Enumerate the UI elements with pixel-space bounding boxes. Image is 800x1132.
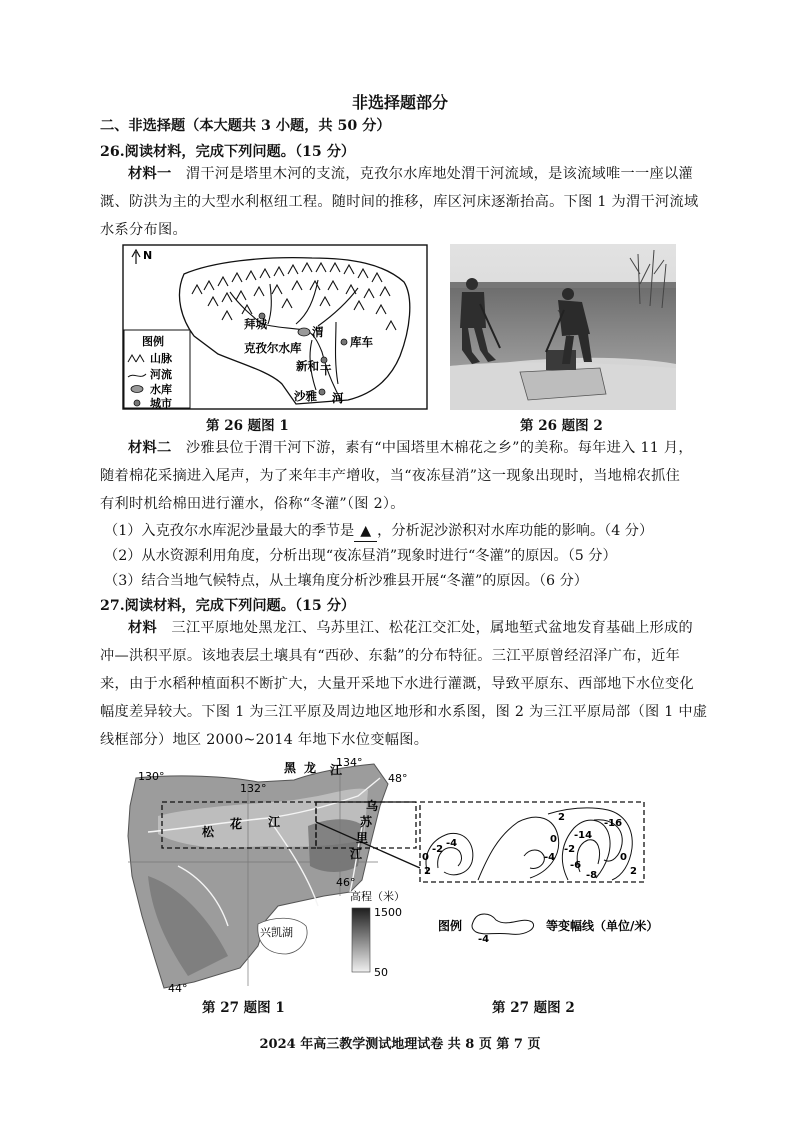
q26-fig2-photo (450, 244, 676, 410)
legend-title: 图例 (142, 335, 164, 348)
label-he: 河 (332, 391, 344, 405)
contour-label: -4 (446, 838, 458, 849)
legend-city: 城市 (150, 397, 172, 410)
q27-material (100, 614, 710, 754)
q26-sub3: （3）结合当地气候特点，从土壤角度分析沙雅县开展“冬灌”的原因。（6 分） (104, 573, 588, 589)
contour-legend-symbol (472, 914, 534, 934)
reservoir-symbol (298, 328, 310, 336)
contour-label: 0 (550, 834, 557, 845)
q27-line2: 冲—洪积平原。该地表层土壤具有“西砂、东黏”的分布特征。三江平原曾经沼泽广布，近年 (100, 648, 681, 664)
label-baicheng: 拜城 (244, 317, 267, 331)
q27-fig2-caption: 第 27 题图 2 (492, 1000, 575, 1016)
legend-river: 河流 (150, 368, 172, 381)
q26-fig1-caption: 第 26 题图 1 (206, 418, 289, 434)
river-char-hua: 花 (230, 817, 243, 831)
q27-line3: 来，由于水稻种植面积不断扩大，大量开采地下水进行灌溉，导致平原东、西部地下水位变化 (100, 676, 694, 692)
sub1-suffix: ，分析泥沙淤积对水库功能的影响。（4 分） (377, 523, 654, 539)
contour-label: -16 (604, 818, 623, 829)
river-char-long: 龙 (304, 761, 317, 775)
material2-line2: 随着棉花采摘进入尾声，为了来年丰产增收，当“夜冻昼消”这一现象出现时，当地棉农抓住 (100, 468, 681, 484)
north-label: N (143, 249, 153, 262)
legend-mountain: 山脉 (150, 352, 172, 365)
elev-gradient-bar (352, 908, 370, 972)
label-wei: 渭 (312, 325, 324, 339)
sub1-blank[interactable]: ▲ (354, 521, 377, 542)
q27-line5: 线框部分）地区 2000~2014 年地下水位变幅图。 (100, 732, 429, 748)
contour-label: 0 (422, 852, 429, 863)
contour-label: -2 (564, 844, 576, 855)
q26-sub1 (104, 521, 653, 542)
contour-legend-sample: -4 (478, 934, 490, 945)
sub1-prefix: （1）入克孜尔水库泥沙量最大的季节是 (104, 523, 355, 539)
lon-134: 134° (336, 756, 363, 769)
q26-material2 (100, 434, 710, 518)
legend-city-icon (134, 400, 140, 406)
river-char-jiang1: 江 (330, 763, 343, 777)
q26-fig2-caption: 第 26 题图 2 (520, 418, 603, 434)
label-xinhe: 新和 (296, 359, 319, 373)
material1-line1: 渭干河是塔里木河的支流，克孜尔水库地处渭干河流域，是该流域唯一一座以灌 (185, 166, 693, 182)
river-char-song: 松 (202, 825, 215, 839)
elev-title: 高程（米） (350, 890, 405, 903)
contour-label: -8 (586, 870, 598, 881)
label-kuche: 库车 (350, 335, 373, 349)
river-char-wu: 乌 (366, 799, 379, 813)
q26-stem: 26.阅读材料，完成下列问题。（15 分） (100, 144, 356, 160)
material2-label: 材料二 (128, 440, 172, 456)
page-footer: 2024 年高三教学测试地理试卷 共 8 页 第 7 页 (259, 1037, 541, 1052)
river-char-li: 里 (356, 831, 369, 845)
contour-label: -14 (574, 830, 593, 841)
label-shaya: 沙雅 (294, 389, 317, 403)
lake-label: 兴凯湖 (260, 926, 293, 939)
contour-label: 0 (620, 852, 627, 863)
q26-sub2: （2）从水资源利用角度，分析出现“夜冻昼消”现象时进行“冬灌”的原因。（5 分） (104, 548, 617, 564)
section-title: 非选择题部分 (351, 93, 448, 112)
q27-line4: 幅度差异较大。下图 1 为三江平原及周边地区地形和水系图，图 2 为三江平原局部（图 1 中虚 (100, 704, 708, 720)
legend-reservoir-icon (131, 386, 143, 393)
q27-stem: 27.阅读材料，完成下列问题。（15 分） (100, 598, 356, 614)
contour-legend-title: 图例 (438, 919, 463, 933)
elev-max: 1500 (374, 906, 402, 919)
lat-48: 48° (388, 772, 408, 785)
contour-legend-text: 等变幅线（单位/米） (546, 919, 658, 933)
lat-46: 46° (336, 876, 356, 889)
river-char-hei: 黑 (284, 761, 297, 775)
q26-material1 (100, 160, 710, 244)
lat-44: 44° (168, 982, 188, 995)
lon-130: 130° (138, 770, 165, 783)
section-header: 二、非选择题（本大题共 3 小题，共 50 分） (100, 118, 391, 134)
contour-label: -6 (570, 860, 582, 871)
q26-fig1-map (122, 244, 428, 410)
q27-fig1-caption: 第 27 题图 1 (202, 1000, 285, 1016)
river-char-jiang3: 江 (350, 847, 363, 861)
river-char-su: 苏 (360, 815, 373, 829)
q27-material-label: 材料 (128, 620, 157, 636)
contour-label: -4 (544, 852, 556, 863)
contour-label: 2 (630, 866, 637, 877)
lon-132: 132° (240, 782, 267, 795)
contour-label: 2 (558, 812, 565, 823)
material1-line2: 溉、防洪为主的大型水利枢纽工程。随时间的推移，库区河床逐渐抬高。下图 1 为渭干河流域 (100, 194, 699, 210)
contour-label: 2 (424, 866, 431, 877)
legend-reservoir: 水库 (150, 383, 172, 396)
elev-min: 50 (374, 966, 388, 979)
q27-figures (118, 756, 658, 996)
material1-line3: 水系分布图。 (100, 222, 187, 238)
q27-line1: 三江平原地处黑龙江、乌苏里江、松花江交汇处，属地堑式盆地发育基础上形成的 (171, 620, 693, 636)
label-reservoir: 克孜尔水库 (244, 341, 302, 355)
material1-label: 材料一 (128, 166, 172, 182)
label-gan: 干 (320, 363, 332, 377)
material2-line1: 沙雅县位于渭干河下游，素有“中国塔里木棉花之乡”的美称。每年进入 11 月， (185, 440, 693, 456)
material2-line3: 有利时机给棉田进行灌水，俗称“冬灌”（图 2）。 (100, 496, 405, 512)
river-char-jiang2: 江 (268, 815, 281, 829)
contour-label: -2 (432, 844, 444, 855)
